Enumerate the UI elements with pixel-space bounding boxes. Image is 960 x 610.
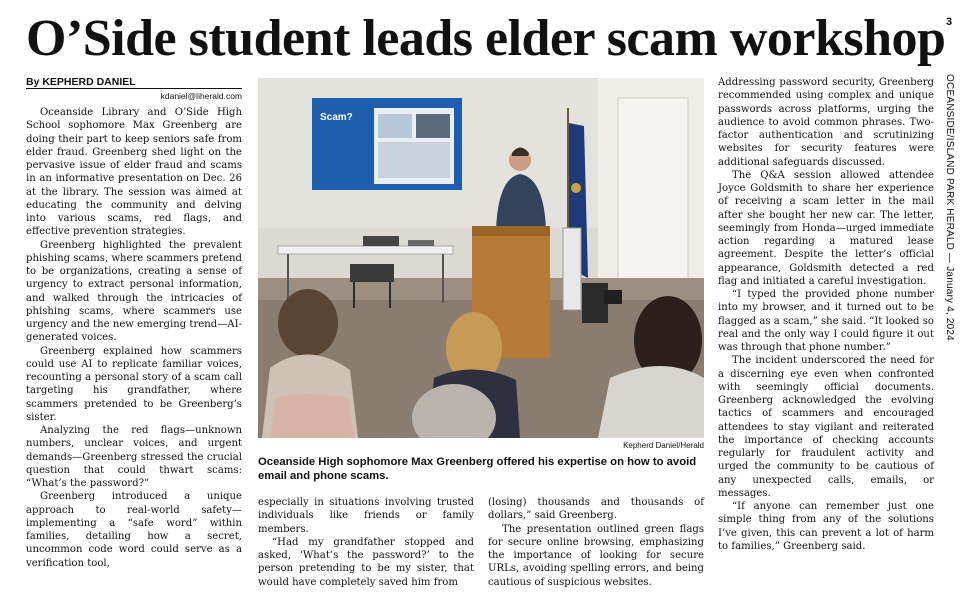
article-photo (258, 78, 704, 438)
screen-title: Scam? (320, 112, 353, 123)
photo-caption: Oceanside High sophomore Max Greenberg offered his expertise on how to avoid email and phone scams. (258, 456, 697, 482)
article-column-1 (26, 106, 242, 570)
paragraph: The presentation outlined green flags for secure online browsing, emphasizing the importance of looking for secure URLs, avoiding spelling errors, and being cautious of suspicious websites. (488, 523, 704, 588)
paragraph: (losing) thousands and thousands of dollars,” said Greenberg. (488, 497, 704, 522)
paragraph: Oceanside Library and O’Side High School sophomore Max Greenberg are doing their part to keep seniors safe from elder fraud. Greenberg shed light on the pervasive issue of elder fraud and scams in an informative presentation on Dec. 26 at the library. The session was aimed at educating the community and delving into various scams, red flags, and effective prevention strategies. (26, 107, 242, 238)
paragraph: especially in situations involving trusted individuals like friends or family members. (258, 497, 474, 535)
side-strip (938, 73, 960, 341)
paragraph: “I typed the provided phone number into my browser, and it turned out to be flagged as a scam,” she said. “It looked so real and the only way I could figure it out was through that phone number.” (718, 289, 934, 353)
paragraph: Greenberg introduced a unique approach to real-world safety—implementing a “safe word” within families, detailing how a secret, uncommon code word could serve as a verification tool, (26, 491, 242, 569)
paragraph: Greenberg explained how scammers could use AI to replicate familiar voices, recounting a personal story of a scam call targeting his grandfather, where scammers pretended to be Greenberg’s sister. (26, 345, 242, 423)
paragraph: Addressing password security, Greenberg recommended using complex and unique passwords across platforms, urging the audience to avoid common phrases. Two-factor authentication and scrutinizing websites for security features were additional safeguards discussed. (718, 77, 934, 168)
publication-date-line: OCEANSIDE/ISLAND PARK HERALD — January 4, 2024 (943, 73, 955, 341)
author-email[interactable]: kdaniel@liherald.com (160, 91, 242, 101)
paragraph: “Had my grandfather stopped and asked, ‘What’s the password?’ to the person pretending to be my sister, that would have completely saved him from (258, 536, 474, 588)
paragraph: “If anyone can remember just one simple thing from any of the solutions I’ve given, this can prevent a lot of harm to families,” Greenberg said. (718, 501, 934, 552)
article-column-3 (488, 496, 704, 589)
headline: O’Side student leads elder scam workshop (26, 10, 946, 67)
article-column-4 (718, 76, 934, 553)
paragraph: Analyzing the red flags—unknown numbers, unclear voices, and urgent demands—Greenberg stressed the crucial question that could thwart scams: “What’s the password?” (26, 425, 242, 489)
presentation-photo-illustration (258, 78, 704, 438)
photo-credit: Kepherd Daniel/Herald (623, 441, 704, 450)
paragraph: Greenberg highlighted the prevalent phishing scams, where scammers pretend to be organizations, creating a sense of urgency to extract personal information, and walked through the intricacies of phishing scams, where scammers use urgency and the new emerging trend—AI-generated voices. (26, 239, 242, 344)
page-number: 3 (946, 16, 953, 28)
article-column-2 (258, 496, 474, 589)
paragraph: The Q&A session allowed attendee Joyce Goldsmith to share her experience of receiving a scam letter in the mail after she bought her new car. The letter, seemingly from Honda—urged immediate action regarding a matured lease agreement. Despite the letter’s official appearance, Goldsmith detected a red flag and initiated a careful investigation. (718, 169, 934, 287)
paragraph: The incident underscored the need for a discerning eye even when confronted with seemingly official documents. Greenberg acknowledged the evolving tactics of scammers and encouraged attendees to stay vigilant and reiterated the importance of checking accounts regularly for fraudulent activity and urged the community to be cautious of any unexpected calls, emails, or messages. (718, 355, 934, 499)
byline-rule (26, 88, 242, 89)
byline: By KEPHERD DANIEL (26, 76, 136, 88)
